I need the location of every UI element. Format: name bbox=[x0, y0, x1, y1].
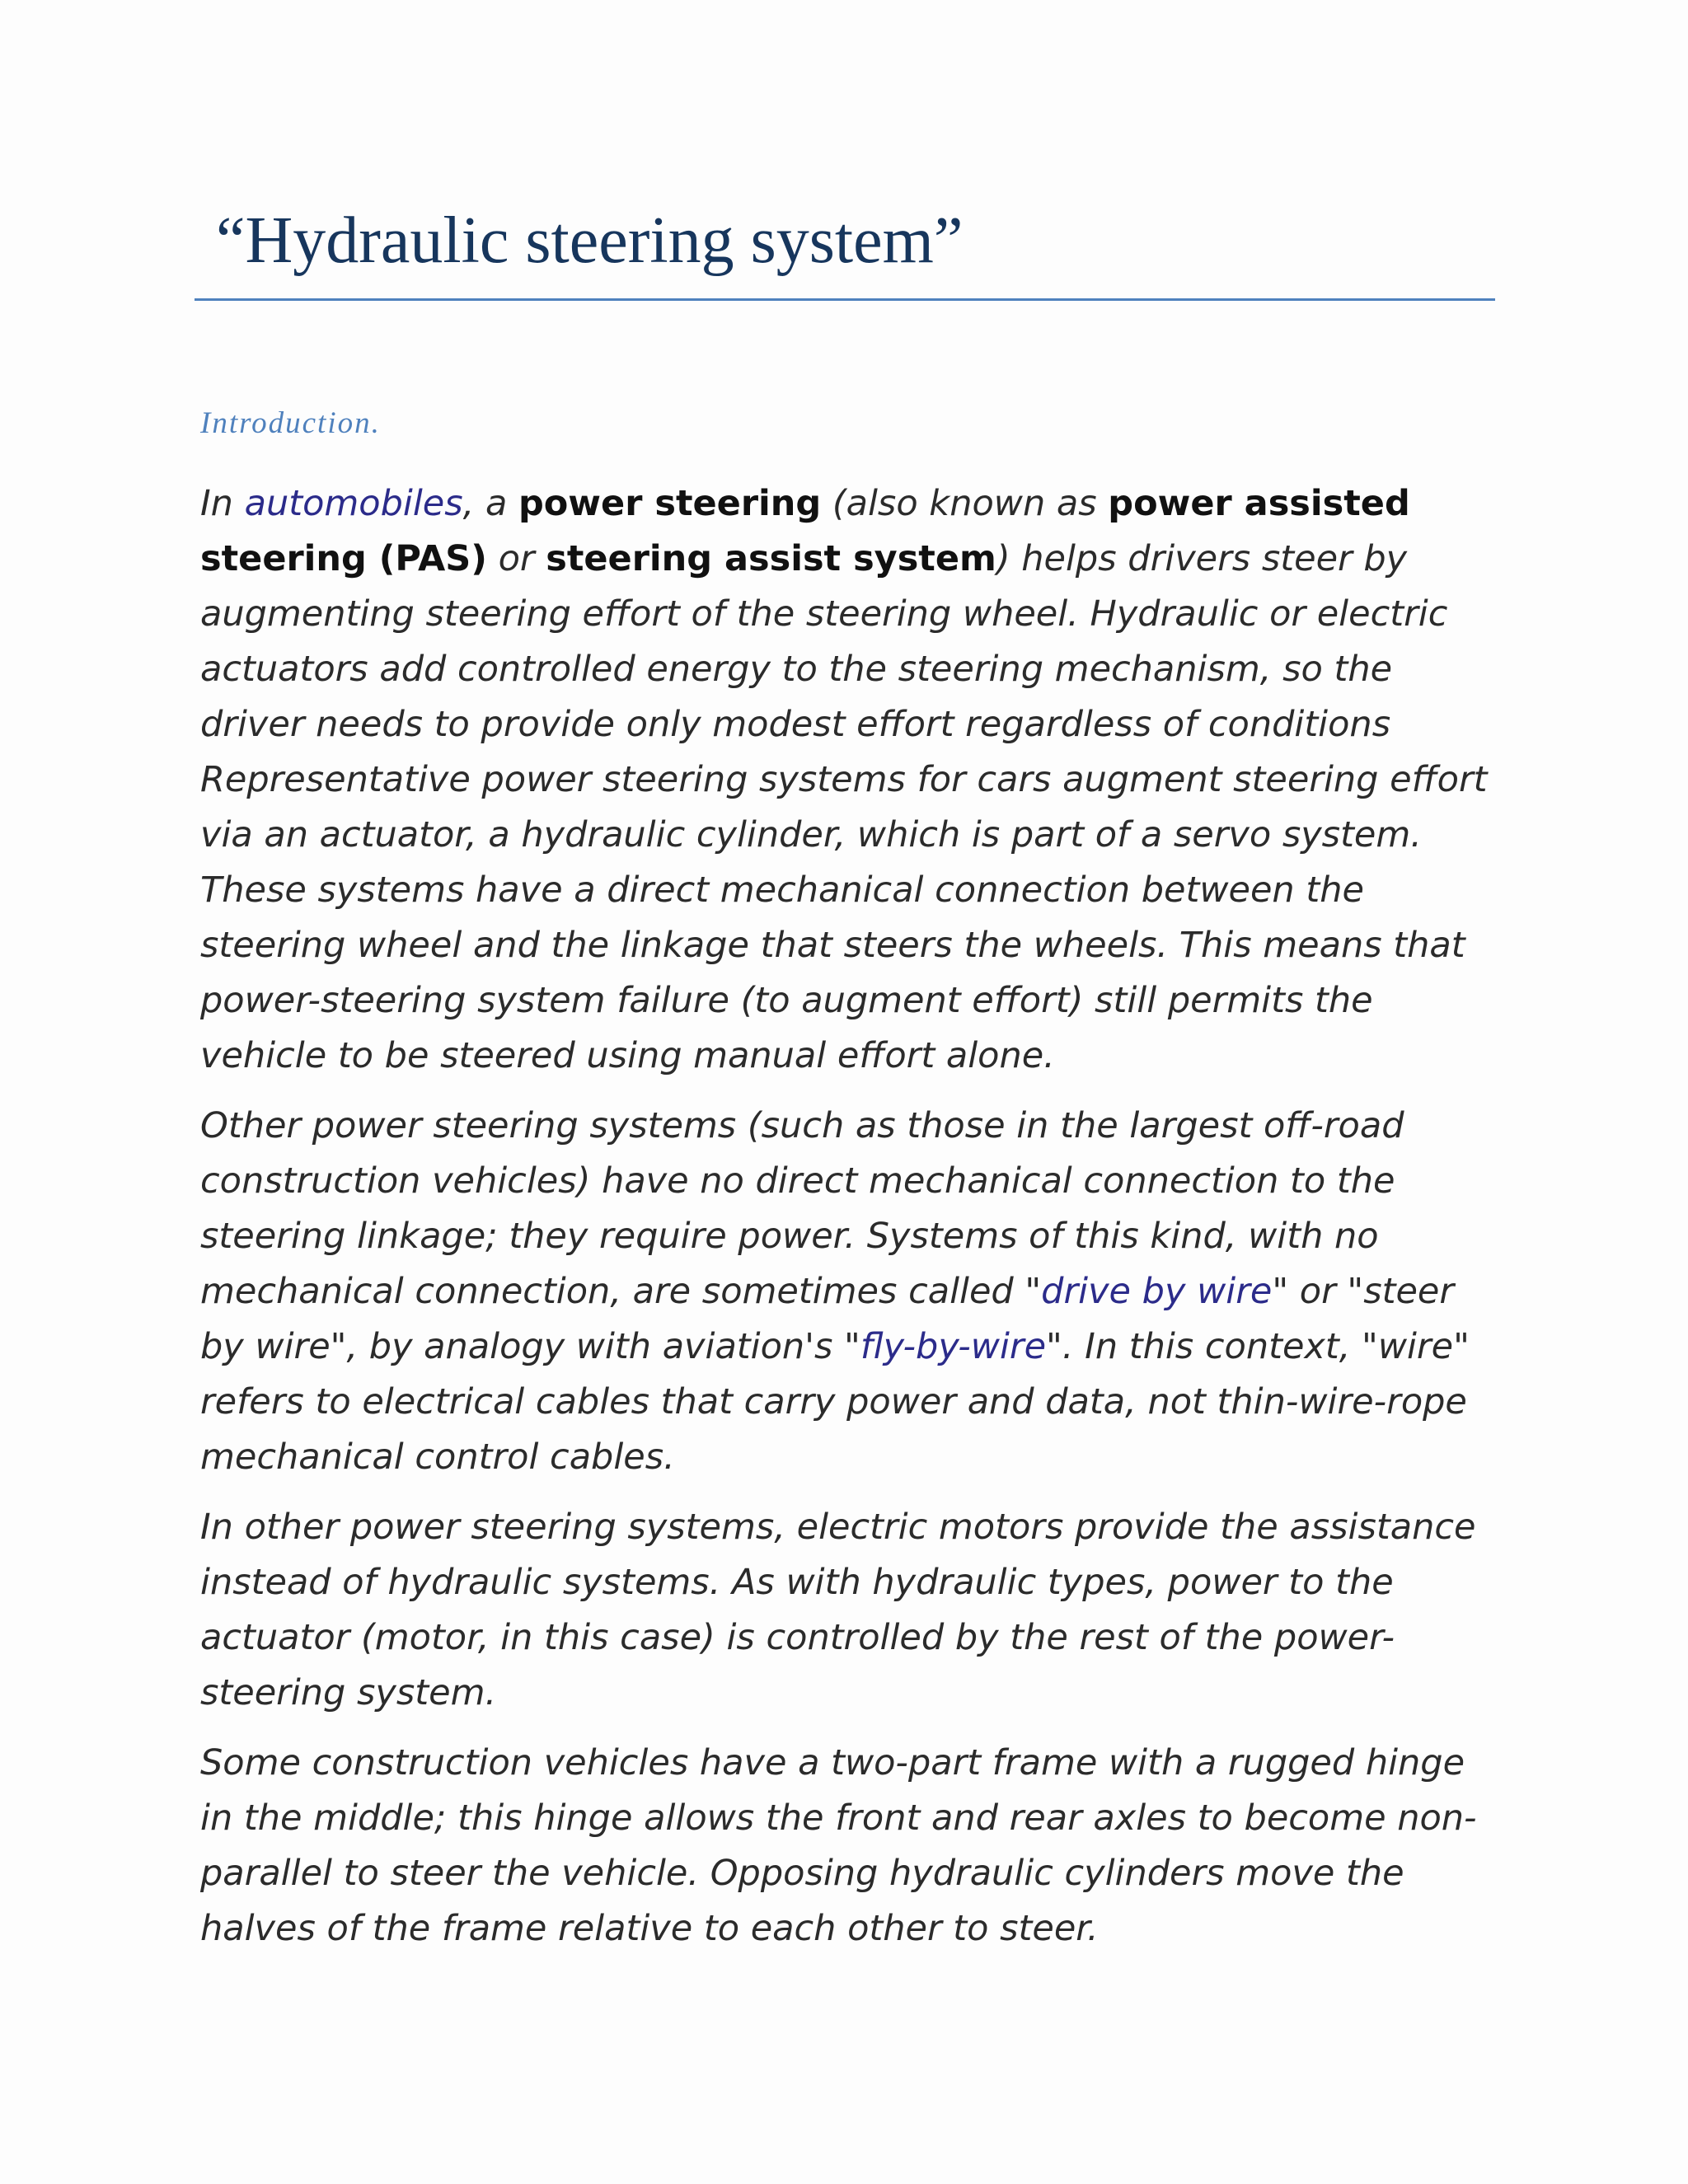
fly-by-wire-link[interactable]: fly-by-wire bbox=[860, 1326, 1047, 1367]
term-power-assisted-steering: power assisted steering (PAS) bbox=[200, 483, 1410, 579]
document-body bbox=[200, 476, 1503, 1971]
paragraph-2 bbox=[200, 1099, 1503, 1485]
term-power-steering: power steering bbox=[518, 483, 822, 524]
text-run: (also known as bbox=[821, 483, 1109, 524]
section-heading: Introduction. bbox=[200, 406, 381, 440]
text-run: or bbox=[486, 538, 546, 579]
drive-by-wire-link[interactable]: drive by wire bbox=[1041, 1271, 1273, 1312]
text-run: , a bbox=[462, 483, 518, 524]
paragraph-3: In other power steering systems, electric motors provide the assistance instead of hydraulic systems. As with hydraulic types, power to the actuator (motor, in this case) is controlled by the rest of the power-steering system. bbox=[200, 1507, 1476, 1713]
term-steering-assist-system: steering assist system bbox=[546, 538, 996, 579]
paragraph-1 bbox=[200, 476, 1503, 1084]
text-run: Other power steering systems (such as those in the largest off-road construction vehicles) have no direct mechanical connection to the steering linkage; they require power. Systems of this kind, with no mechanical connection, are sometimes called " bbox=[200, 1105, 1404, 1312]
page-title: “Hydraulic steering system” bbox=[216, 204, 964, 277]
text-run: ". In this context, "wire" refers to electrical cables that carry power and data, not thin-wire-rope mechanical control cables. bbox=[200, 1326, 1470, 1478]
text-run: " or "steer by wire", by analogy with aviation's " bbox=[200, 1271, 1455, 1367]
automobiles-link[interactable]: automobiles bbox=[244, 483, 463, 524]
text-run: In bbox=[200, 483, 245, 524]
text-run: ) helps drivers steer by augmenting steering effort of the steering wheel. Hydraulic or electric actuators add controlled energy to the steering mechanism, so the driver needs to provide only modest effort regardless of conditions Representative power steering systems for cars augment steering effort via an actuator, a hydraulic cylinder, which is part of a servo system. These systems have a direct mechanical connection between the steering wheel and the linkage that steers the wheels. This means that power-steering system failure (to augment effort) still permits the vehicle to be steered using manual effort alone. bbox=[200, 538, 1488, 1076]
paragraph-4: Some construction vehicles have a two-part frame with a rugged hinge in the middle; this hinge allows the front and rear axles to become non-parallel to steer the vehicle. Opposing hydraulic cylinders move the halves of the frame relative to each other to steer. bbox=[200, 1742, 1477, 1949]
title-underline bbox=[195, 298, 1495, 301]
